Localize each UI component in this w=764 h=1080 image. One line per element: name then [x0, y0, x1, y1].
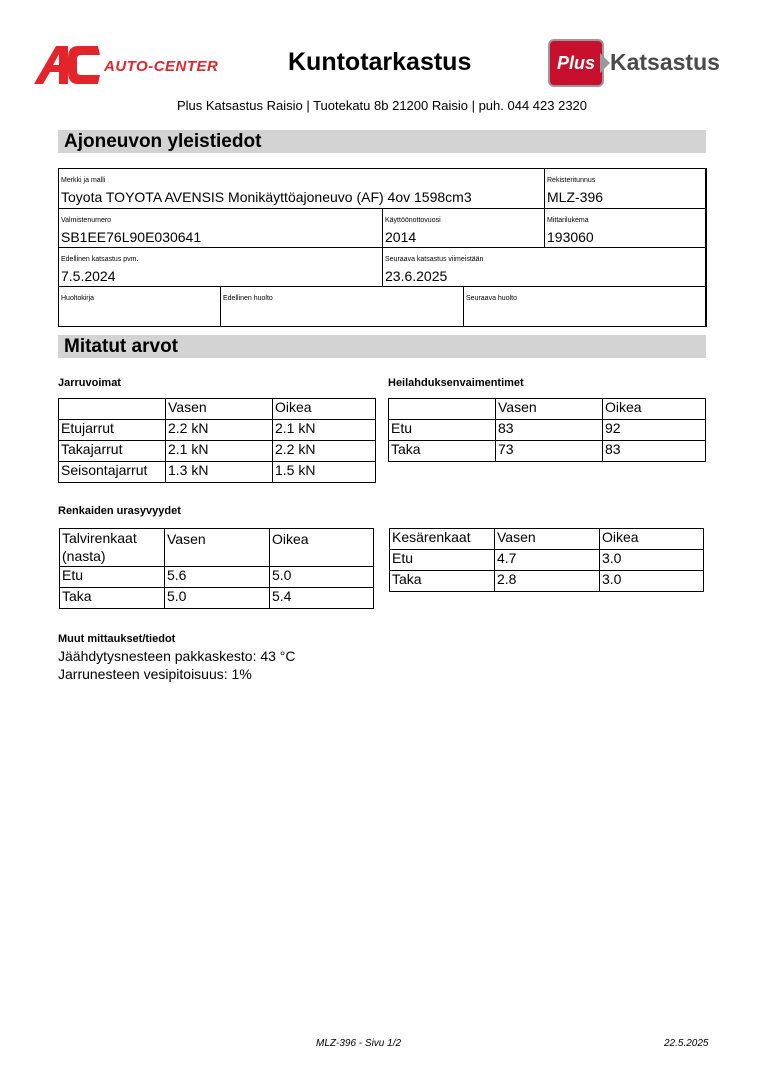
- next-inspection-label: Seuraava katsastus viimeistään: [385, 256, 484, 263]
- service-book-cell: [58, 286, 221, 327]
- vin-value: SB1EE76L90E030641: [61, 229, 202, 245]
- table-cell: 83: [603, 441, 706, 462]
- auto-center-logo: [34, 44, 224, 86]
- table-cell: 83: [496, 420, 603, 441]
- table-cell: Etu: [60, 567, 165, 588]
- winter-tires-title-line2: (nasta): [62, 548, 106, 564]
- table-header-cell: Vasen: [495, 529, 600, 550]
- table-row: [59, 441, 376, 462]
- table-row: [60, 567, 374, 588]
- brake-fluid-line: Jarrunesteen vesipitoisuus: 1%: [58, 666, 252, 682]
- service-book-label: Huoltokirja: [61, 295, 95, 302]
- table-header-row: [59, 399, 376, 420]
- footer-page-info: MLZ-396 - Sivu 1/2: [316, 1038, 402, 1049]
- table-cell: 4.7: [495, 550, 600, 571]
- section-measured-title: Mitatut arvot: [64, 336, 178, 357]
- previous-inspection-cell: [58, 247, 383, 287]
- table-header-cell: Oikea: [270, 529, 374, 567]
- section-general-title: Ajoneuvon yleistiedot: [64, 131, 262, 152]
- summer-tires-table: [389, 528, 704, 592]
- table-cell: Seisontajarrut: [59, 462, 166, 483]
- table-cell: 5.0: [270, 567, 374, 588]
- brakes-heading: Jarruvoimat: [58, 377, 121, 389]
- table-row: [60, 588, 374, 609]
- table-cell: Takajarrut: [59, 441, 166, 462]
- table-cell: 3.0: [600, 550, 704, 571]
- table-row: [389, 441, 706, 462]
- table-cell: 1.3 kN: [166, 462, 273, 483]
- table-row: [389, 420, 706, 441]
- table-cell: [59, 399, 166, 420]
- table-cell: 5.0: [165, 588, 270, 609]
- previous-inspection-label: Edellinen katsastus pvm.: [61, 256, 139, 263]
- table-cell: 92: [603, 420, 706, 441]
- registration-value: MLZ-396: [547, 189, 604, 205]
- vehicle-info-grid: [58, 168, 706, 327]
- next-inspection-cell: [382, 247, 707, 287]
- previous-inspection-value: 7.5.2024: [61, 268, 116, 284]
- table-cell: 5.4: [270, 588, 374, 609]
- table-header-row: [390, 529, 704, 550]
- first-use-label: Käyttöönottovuosi: [385, 217, 441, 224]
- next-inspection-value: 23.6.2025: [385, 268, 448, 284]
- table-header-row: [389, 399, 706, 420]
- table-cell: 2.2 kN: [166, 420, 273, 441]
- table-cell: 2.2 kN: [273, 441, 376, 462]
- tread-depth-heading: Renkaiden urasyvyydet: [58, 505, 181, 517]
- table-row: [390, 550, 704, 571]
- table-cell: 5.6: [165, 567, 270, 588]
- first-use-cell: [382, 208, 545, 248]
- registration-cell: [544, 168, 707, 209]
- table-cell: 1.5 kN: [273, 462, 376, 483]
- other-measurements-heading: Muut mittaukset/tiedot: [58, 633, 176, 645]
- winter-tires-table: [59, 528, 374, 609]
- table-header-cell: [60, 529, 165, 567]
- table-cell: [389, 399, 496, 420]
- table-cell: 3.0: [600, 571, 704, 592]
- table-cell: 73: [496, 441, 603, 462]
- make-model-value: Toyota TOYOTA AVENSIS Monikäyttöajoneuvo (AF) 4ov 1598cm3: [61, 189, 472, 205]
- table-header-cell: Oikea: [603, 399, 706, 420]
- auto-center-logo-icon: [34, 44, 100, 86]
- plus-katsastus-logo: [548, 39, 730, 89]
- table-cell: 2.1 kN: [273, 420, 376, 441]
- first-use-value: 2014: [385, 229, 417, 245]
- table-header-row: [60, 529, 374, 567]
- table-cell: Taka: [389, 441, 496, 462]
- shocks-table: [388, 398, 706, 462]
- brakes-table: [58, 398, 376, 483]
- next-service-cell: [463, 286, 707, 327]
- registration-label: Rekisteritunnus: [547, 177, 596, 184]
- odometer-label: Mittarilukema: [547, 217, 589, 224]
- winter-tires-title-line1: Talvirenkaat: [62, 530, 137, 546]
- table-header-cell: Vasen: [496, 399, 603, 420]
- table-header-cell: Vasen: [166, 399, 273, 420]
- table-cell: 2.8: [495, 571, 600, 592]
- previous-service-label: Edellinen huolto: [223, 295, 273, 302]
- odometer-value: 193060: [547, 229, 594, 245]
- table-cell: 2.1 kN: [166, 441, 273, 462]
- table-row: [59, 420, 376, 441]
- table-cell: Taka: [60, 588, 165, 609]
- make-model-cell: [58, 168, 545, 209]
- vin-label: Valmistenumero: [61, 217, 112, 224]
- table-row: [59, 462, 376, 483]
- company-address: Plus Katsastus Raisio | Tuotekatu 8b 21200 Raisio | puh. 044 423 2320: [176, 98, 588, 113]
- shocks-heading: Heilahduksenvaimentimet: [388, 377, 524, 389]
- vin-cell: [58, 208, 383, 248]
- previous-service-cell: [220, 286, 464, 327]
- plus-logo-word: Katsastus: [610, 49, 720, 75]
- table-cell: Etujarrut: [59, 420, 166, 441]
- plus-logo-arrow-icon: [600, 53, 610, 73]
- auto-center-logo-text: AUTO-CENTER: [104, 58, 219, 75]
- table-cell: Taka: [390, 571, 495, 592]
- footer-date: 22.5.2025: [664, 1038, 709, 1049]
- table-cell: Etu: [390, 550, 495, 571]
- table-row: [390, 571, 704, 592]
- odometer-cell: [544, 208, 707, 248]
- coolant-freeze-line: Jäähdytysnesteen pakkaskesto: 43 °C: [58, 648, 296, 664]
- next-service-label: Seuraava huolto: [466, 295, 517, 302]
- page-title: Kuntotarkastus: [288, 48, 472, 76]
- plus-logo-box: Plus: [548, 39, 604, 87]
- make-model-label: Merkki ja malli: [61, 177, 106, 184]
- table-header-cell: Kesärenkaat: [390, 529, 495, 550]
- table-header-cell: Oikea: [600, 529, 704, 550]
- section-measured-values: [58, 335, 706, 358]
- table-cell: Etu: [389, 420, 496, 441]
- table-header-cell: Vasen: [165, 529, 270, 567]
- table-header-cell: Oikea: [273, 399, 376, 420]
- section-general-info: [58, 130, 706, 153]
